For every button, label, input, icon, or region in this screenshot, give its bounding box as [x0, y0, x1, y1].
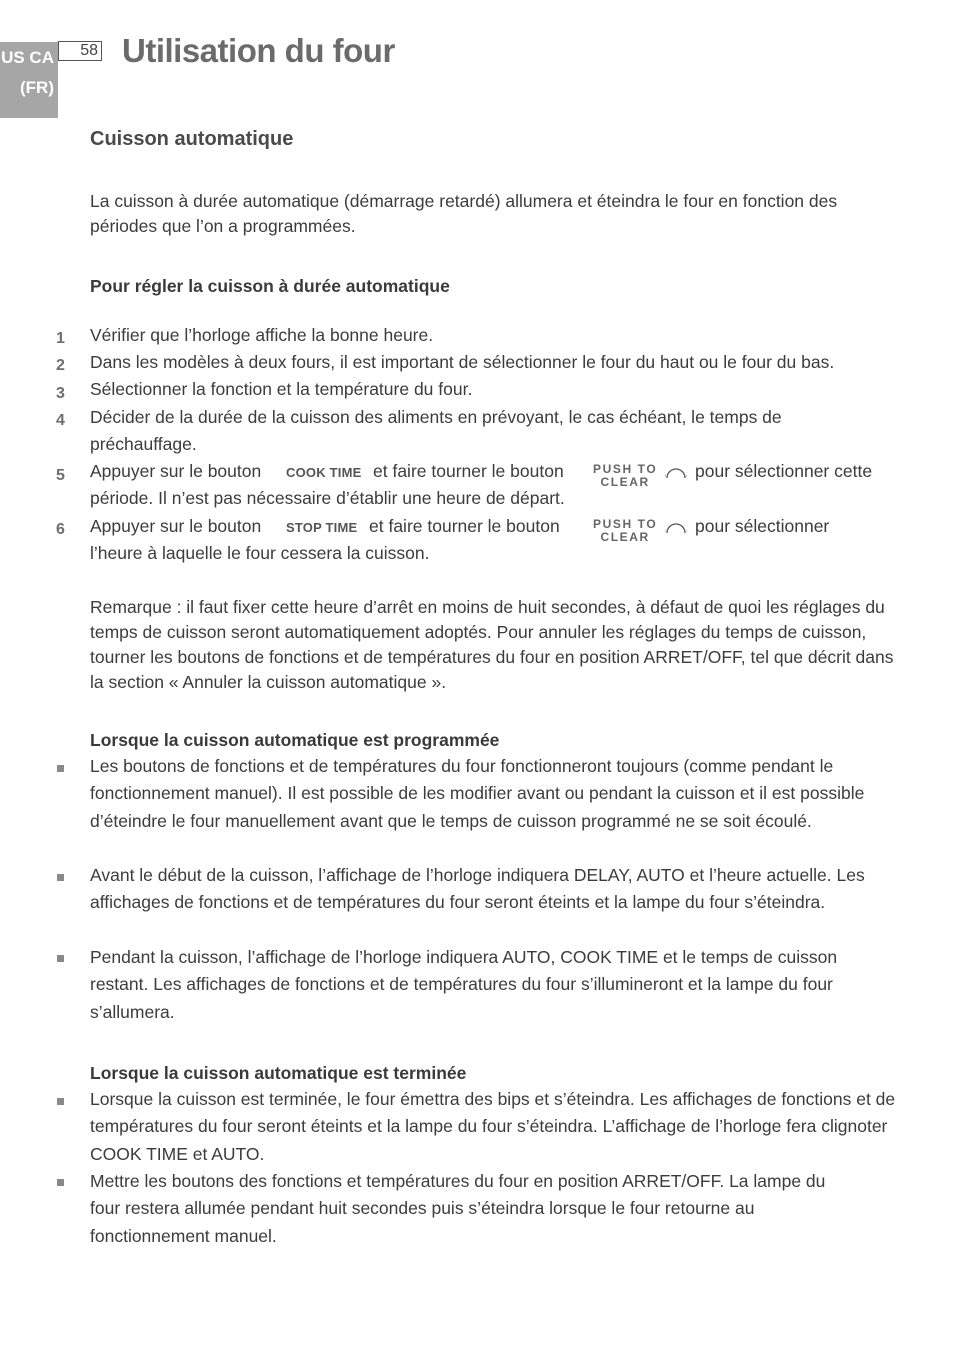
intro-paragraph: La cuisson à durée automatique (démarrage retardé) allumera et éteindra le four en fonction des périodes que l’on a programmées.	[90, 191, 838, 236]
push-to-text: PUSH TO	[593, 517, 658, 531]
bullet-icon	[57, 955, 64, 962]
section-title: Cuisson automatique	[90, 128, 294, 150]
knob-icon	[664, 519, 690, 537]
push-to-clear-label	[593, 463, 657, 489]
page-title: Utilisation du four	[122, 32, 395, 69]
step-text-part2: et faire tourner le bouton	[373, 461, 564, 481]
step-number: 2	[56, 357, 65, 374]
step-text: Vérifier que l’horloge affiche la bonne heure.	[90, 325, 434, 345]
stop-time-button-label: STOP TIME	[286, 520, 358, 535]
finished-bullet-text: Mettre les boutons des fonctions et températures du four en position ARRET/OFF. La lampe du four restera allumée pendant huit secondes puis s’éteindra lorsque le four retourne au fonctionnement manuel.	[90, 1171, 826, 1246]
language-label: (FR)	[20, 78, 54, 97]
programmed-bullet-text: Les boutons de fonctions et de températures du four fonctionneront toujours (comme pendant le fonctionnement manuel). Il est possible de les modifier avant ou pendant la cuisson et il est possible d’éteindre le four manuellement avant que le temps de cuisson programmé ne se soit écoulé.	[90, 756, 865, 831]
bullet-icon	[57, 874, 64, 881]
step-number: 5	[56, 467, 65, 484]
step-text: Sélectionner la fonction et la température du four.	[90, 379, 473, 399]
step-text-line2: préchauffage.	[90, 434, 197, 454]
region-label: US CA	[1, 48, 54, 67]
step-text-part3: pour sélectionner	[695, 516, 830, 536]
step-number: 1	[56, 330, 65, 347]
step-text-part3: pour sélectionner cette	[695, 461, 873, 481]
step-text-line2: période. Il n’est pas nécessaire d’établir une heure de départ.	[90, 488, 565, 508]
step-text-part1: Appuyer sur le bouton	[90, 516, 262, 536]
knob-icon	[664, 464, 690, 482]
step-text-line2: l’heure à laquelle le four cessera la cuisson.	[90, 543, 430, 563]
step-number: 3	[56, 385, 65, 402]
step-text-part1: Appuyer sur le bouton	[90, 461, 262, 481]
page-number: 58	[58, 41, 102, 61]
programmed-bullet-text: Pendant la cuisson, l’affichage de l’horloge indiquera AUTO, COOK TIME et le temps de cuisson restant. Les affichages de fonctions et de températures du four s’illumineront et la lampe du four s’allumera.	[90, 947, 838, 1022]
finished-heading: Lorsque la cuisson automatique est terminée	[90, 1063, 467, 1083]
bullet-icon	[57, 1179, 64, 1186]
push-to-clear-label	[593, 518, 657, 544]
clear-text: CLEAR	[600, 530, 650, 544]
programmed-heading: Lorsque la cuisson automatique est programmée	[90, 730, 500, 750]
clear-text: CLEAR	[600, 475, 650, 489]
step-number: 6	[56, 521, 65, 538]
bullet-icon	[57, 1098, 64, 1105]
programmed-bullet-text: Avant le début de la cuisson, l’affichage de l’horloge indiquera DELAY, AUTO et l’heure actuelle. Les affichages de fonctions et de températures du four seront éteints et la lampe du four s’éteindra.	[90, 865, 865, 913]
step-text-part2: et faire tourner le bouton	[369, 516, 560, 536]
remark-paragraph: Remarque : il faut fixer cette heure d’arrêt en moins de huit secondes, à défaut de quoi les réglages du temps de cuisson seront automatiquement adoptés. Pour annuler les réglages du temps de cuisson, tourner les boutons de fonctions et de températures du four en position ARRET/OFF, tel que décrit dans la section « Annuler la cuisson automatique ».	[90, 597, 894, 692]
push-to-text: PUSH TO	[593, 462, 658, 476]
step-text: Dans les modèles à deux fours, il est important de sélectionner le four du haut ou le four du bas.	[90, 352, 835, 372]
step-text-line1: Décider de la durée de la cuisson des aliments en prévoyant, le cas échéant, le temps de	[90, 407, 782, 427]
cook-time-button-label: COOK TIME	[286, 465, 362, 480]
region-tab	[0, 42, 58, 118]
bullet-icon	[57, 765, 64, 772]
step-number: 4	[56, 412, 65, 429]
finished-bullet-text: Lorsque la cuisson est terminée, le four émettra des bips et s’éteindra. Les affichages de fonctions et de températures du four seront éteints et la lampe du four s’éteindra. L’affichage de l’horloge fera clignoter COOK TIME et AUTO.	[90, 1089, 896, 1164]
steps-heading: Pour régler la cuisson à durée automatique	[90, 276, 450, 296]
